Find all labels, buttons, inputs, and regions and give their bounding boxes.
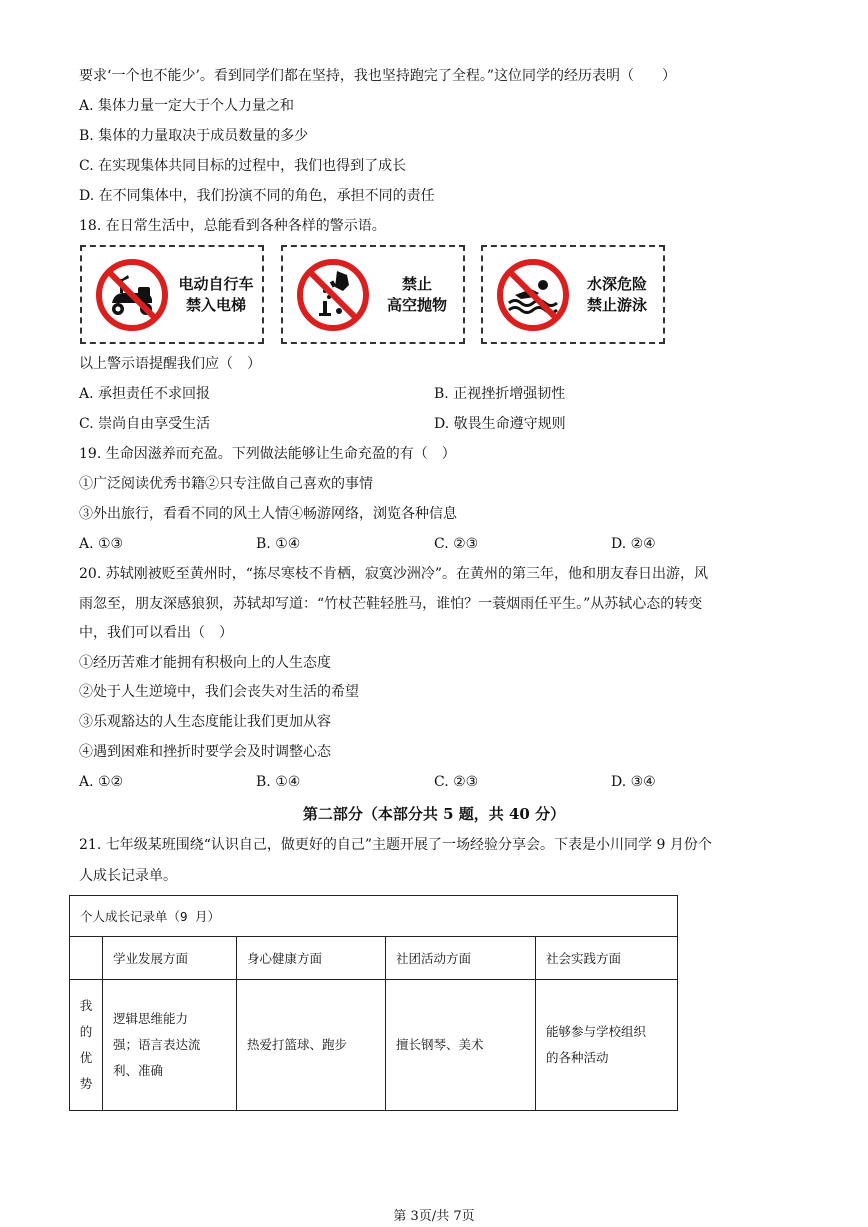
table-header-social: 社会实践方面: [536, 937, 678, 980]
row-label-char: 优: [79, 1050, 93, 1065]
q17-stem-end: 要求‘一个也不能少’。看到同学们都在坚持，我也坚持跑完了全程。”这位同学的经历表明（ ）: [79, 68, 677, 84]
q20-option-d: D. ③④: [611, 774, 656, 790]
no-e-bike-icon: [94, 257, 170, 333]
q21-stem-line2: 人成长记录单。: [79, 868, 177, 884]
q19-option-d: D. ②④: [611, 536, 656, 552]
table-cell-social: [536, 980, 678, 1111]
q18-option-c: C. 崇尚自由享受生活: [79, 416, 211, 432]
page-footer: 第 3页/共 7页: [393, 1209, 475, 1224]
no-throwing-icon: [295, 257, 371, 333]
warning-sign-throwing: [281, 245, 465, 344]
q18-option-b: B. 正视挫折增强韧性: [434, 386, 566, 402]
table-header-academic: 学业发展方面: [103, 937, 237, 980]
cell-line: 热爱打篮球、跑步: [247, 1037, 348, 1052]
q20-option-b: B. ①④: [256, 774, 301, 790]
q21-stem-line1: 21. 七年级某班围绕“认识自己，做更好的自己”主题开展了一场经验分享会。下表是小川同学 9 月份个: [79, 837, 712, 853]
cell-line: 能够参与学校组织: [546, 1024, 647, 1039]
q19-items-line1: ①广泛阅读优秀书籍②只专注做自己喜欢的事情: [79, 476, 373, 492]
q20-item-4: ④遇到困难和挫折时要学会及时调整心态: [79, 744, 331, 760]
q20-item-1: ①经历苦难才能拥有积极向上的人生态度: [79, 655, 331, 671]
q19-option-a: A. ①③: [79, 536, 124, 552]
q17-option-d: D. 在不同集体中，我们扮演不同的角色，承担不同的责任: [79, 188, 435, 204]
sign-e-bike-line2: 禁入电梯: [185, 295, 246, 314]
no-swimming-icon: [495, 257, 571, 333]
q20-stem-line3: 中，我们可以看出（ ）: [79, 625, 233, 641]
q20-stem-line2: 雨忽至，朋友深感狼狈，苏轼却写道：“竹杖芒鞋轻胜马，谁怕？一蓑烟雨任平生。”从苏轼心态的转变: [79, 596, 703, 612]
sign-swimming-line1: 水深危险: [586, 274, 647, 293]
table-title: 个人成长记录单（9 月）: [70, 896, 678, 937]
part2-heading: 第二部分（本部分共 5 题，共 40 分）: [302, 805, 566, 823]
cell-line: 逻辑思维能力: [113, 1011, 189, 1026]
q19-option-c: C. ②③: [434, 536, 479, 552]
table-header-health: 身心健康方面: [237, 937, 386, 980]
warning-sign-e-bike: [80, 245, 264, 344]
sign-e-bike-line1: 电动自行车: [178, 274, 254, 293]
cell-line: 擅长钢琴、美术: [396, 1037, 484, 1052]
row-label-char: 势: [79, 1076, 93, 1091]
row-label-char: 我: [79, 998, 93, 1013]
warning-sign-swimming: [481, 245, 665, 344]
row-label-char: 的: [79, 1024, 93, 1039]
table-row-label: [70, 980, 103, 1111]
q20-option-c: C. ②③: [434, 774, 479, 790]
q17-option-b: B. 集体的力量取决于成员数量的多少: [79, 128, 309, 144]
sign-throwing-line2: 高空抛物: [386, 295, 447, 314]
q20-item-3: ③乐观豁达的人生态度能让我们更加从容: [79, 714, 331, 730]
q19-stem: 19. 生命因滋养而充盈。下列做法能够让生命充盈的有（ ）: [79, 446, 456, 462]
q18-option-d: D. 敬畏生命遵守规则: [434, 416, 566, 432]
growth-record-table: [69, 895, 678, 1111]
q19-option-b: B. ①④: [256, 536, 301, 552]
sign-swimming-line2: 禁止游泳: [586, 295, 647, 314]
table-cell-health: [237, 980, 386, 1111]
q19-items-line2: ③外出旅行，看看不同的风土人情④畅游网络，浏览各种信息: [79, 506, 457, 522]
q18-option-a: A. 承担责任不求回报: [79, 386, 211, 402]
q18-stem: 18. 在日常生活中，总能看到各种各样的警示语。: [79, 218, 386, 234]
q20-option-a: A. ①②: [79, 774, 124, 790]
q18-question: 以上警示语提醒我们应（ ）: [79, 356, 261, 372]
q20-stem-line1: 20. 苏轼刚被贬至黄州时，“拣尽寒枝不肯栖，寂寞沙洲冷”。在黄州的第三年，他和朋友春日出游，风: [79, 566, 709, 582]
q17-option-a: A. 集体力量一定大于个人力量之和: [79, 98, 295, 114]
cell-line: 利、准确: [113, 1063, 164, 1078]
table-cell-academic: [103, 980, 237, 1111]
cell-line: 的各种活动: [546, 1050, 609, 1065]
cell-line: 强；语言表达流: [113, 1037, 201, 1052]
q20-item-2: ②处于人生逆境中，我们会丧失对生活的希望: [79, 684, 359, 700]
table-cell-clubs: [386, 980, 536, 1111]
table-corner-cell: [70, 937, 103, 980]
table-header-clubs: 社团活动方面: [386, 937, 536, 980]
q17-option-c: C. 在实现集体共同目标的过程中，我们也得到了成长: [79, 158, 407, 174]
sign-throwing-line1: 禁止: [401, 274, 432, 293]
